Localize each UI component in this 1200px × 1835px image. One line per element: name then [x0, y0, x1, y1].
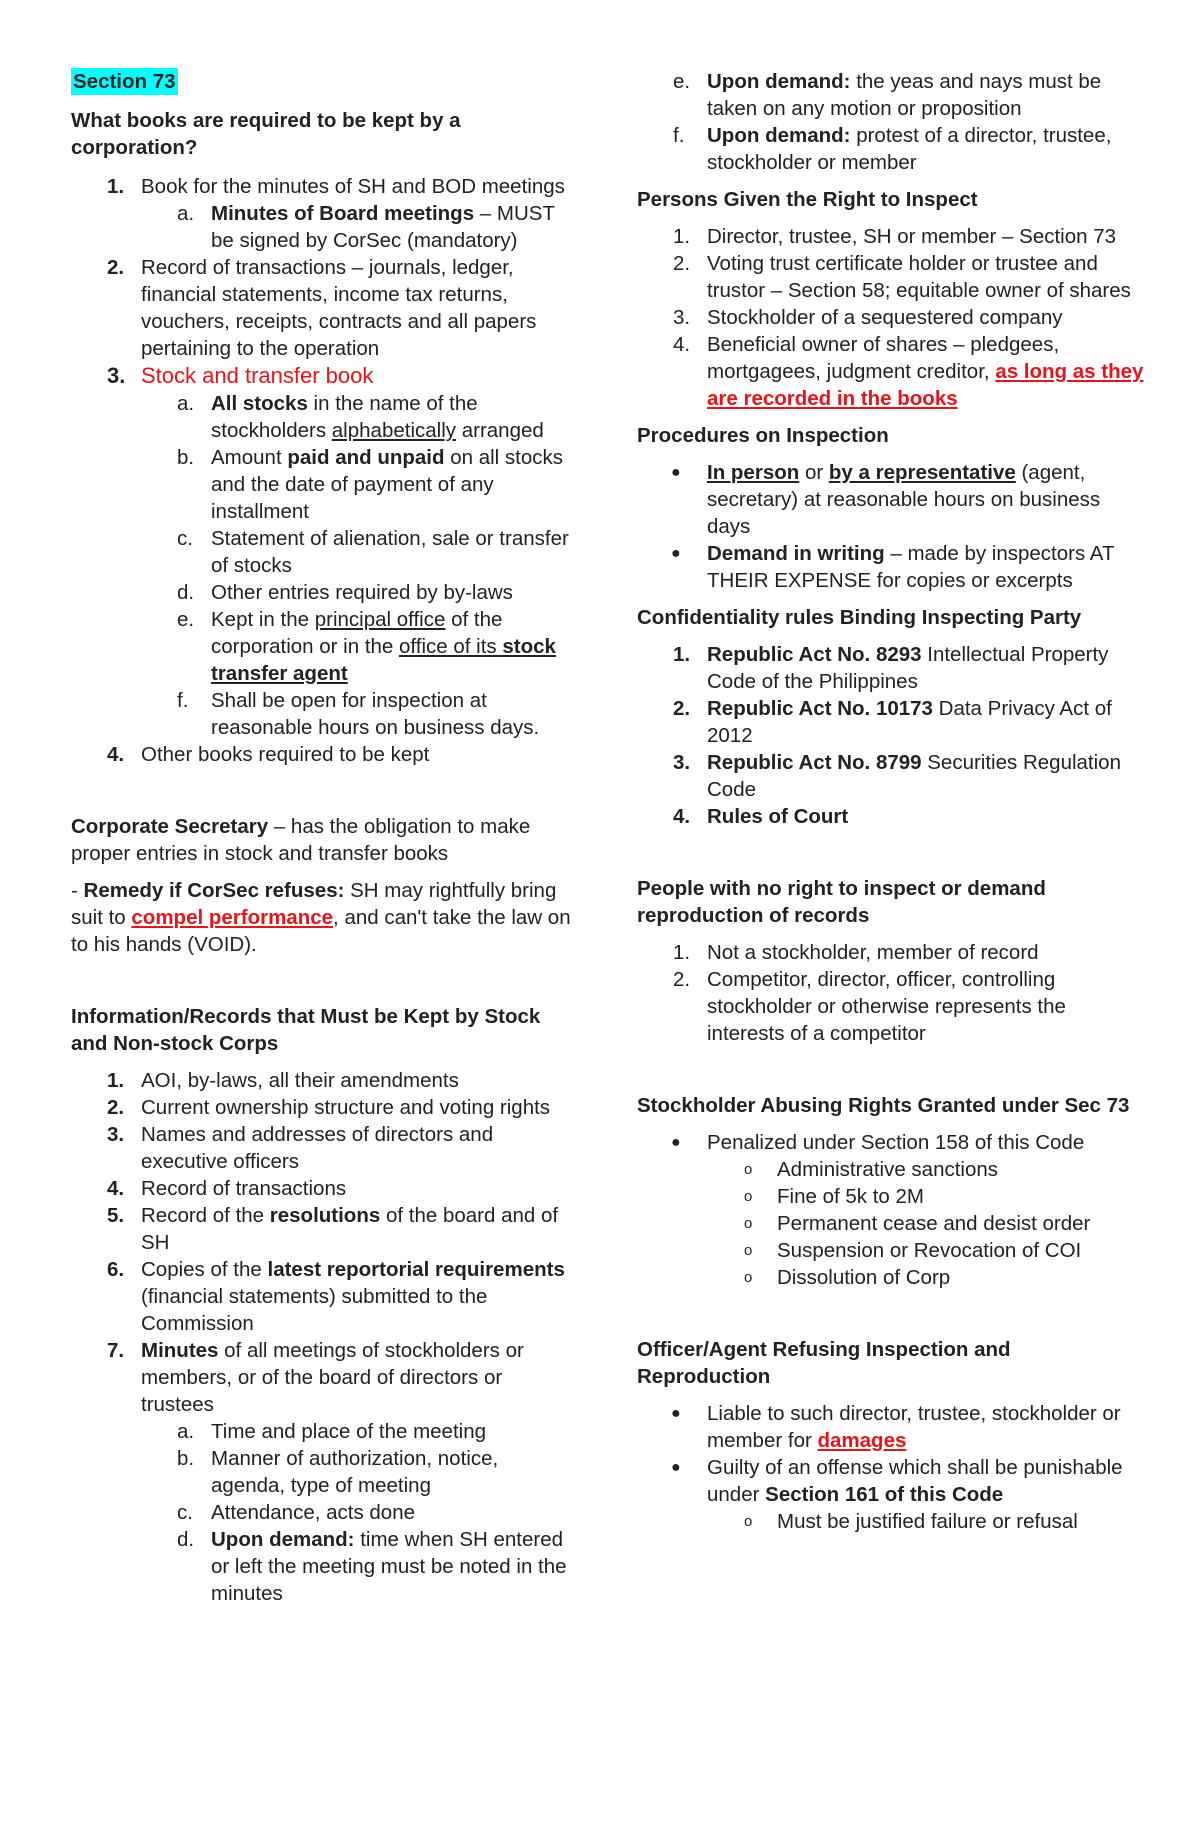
list-item — [637, 1454, 1147, 1535]
bold-underlined-text: stock transfer agent — [211, 635, 556, 685]
list-text: (agent, secretary) at reasonable hours on business days — [707, 461, 1101, 538]
corsec-paragraph — [71, 813, 571, 867]
circle-bullet-icon: o — [744, 1215, 753, 1232]
abuse-list — [637, 1129, 1147, 1291]
list-item — [637, 223, 1147, 250]
red-highlight-text: compel performance — [131, 906, 334, 929]
circle-bullet-icon: o — [744, 1513, 753, 1530]
section-title: Section 73 — [73, 70, 176, 93]
list-number: 2. — [673, 968, 691, 991]
list-item — [71, 1067, 571, 1094]
list-text: Record of transactions – journals, ledger, financial statements, income tax returns, vouchers, receipts, contracts and all papers pertaining to the operation — [141, 256, 537, 360]
sub-list-item — [707, 1183, 1147, 1210]
list-number: 1. — [673, 225, 691, 248]
bold-text: Corporate Secretary — [71, 815, 269, 838]
sub-text: on all stocks and the date of payment of any installment — [211, 446, 564, 523]
list-text: Guilty of an offense which shall be punishable under — [707, 1456, 1123, 1506]
list-number: 6. — [107, 1258, 125, 1281]
list-item — [71, 741, 571, 768]
sub-text: Manner of authorization, notice, agenda, type of meeting — [211, 1447, 499, 1497]
list-number: 2. — [107, 256, 125, 279]
list-text: Beneficial owner of shares – pledgees, mortgagees, judgment creditor, — [707, 333, 1060, 383]
list-item — [71, 1175, 571, 1202]
sub-text: Dissolution of Corp — [777, 1266, 951, 1289]
paragraph-text: – has the obligation to make proper entries in stock and transfer books — [71, 815, 531, 865]
list-text: or — [799, 461, 829, 484]
sub-text: the yeas and nays must be taken on any motion or proposition — [707, 70, 1102, 120]
sub-text: of the corporation or in the — [211, 608, 503, 658]
bold-text: Republic Act No. 10173 — [707, 697, 933, 720]
sub-text: Shall be open for inspection at reasonable hours on business days. — [211, 689, 540, 739]
bold-text: Republic Act No. 8799 — [707, 751, 922, 774]
sub-list-item — [707, 1508, 1147, 1535]
sub-letter: b. — [177, 1447, 195, 1470]
sub-letter: b. — [177, 446, 195, 469]
stock-transfer-book-title: Stock and transfer book — [141, 363, 374, 388]
bold-text: Section 161 of this Code — [765, 1483, 1004, 1506]
sub-list-item — [141, 1445, 571, 1499]
sub-list-item — [141, 525, 571, 579]
list-item — [637, 749, 1147, 803]
remedy-paragraph — [71, 877, 571, 958]
list-item — [637, 966, 1147, 1047]
bold-text: Remedy if CorSec refuses: — [83, 879, 345, 902]
persons-list — [637, 223, 1147, 412]
no-right-heading: People with no right to inspect or demand reproduction of records — [637, 877, 1046, 927]
sub-list — [707, 1508, 1147, 1535]
sub-letter: c. — [177, 1501, 193, 1524]
list-text: Book for the minutes of SH and BOD meetings — [141, 175, 565, 198]
list-item — [637, 304, 1147, 331]
list-item — [637, 1129, 1147, 1291]
sub-text: Permanent cease and desist order — [777, 1212, 1091, 1235]
list-text: Director, trustee, SH or member – Section 73 — [707, 225, 1117, 248]
sub-text: Other entries required by by-laws — [211, 581, 513, 604]
bold-text: All stocks — [211, 392, 308, 415]
sub-text: in the name of the stockholders — [211, 392, 478, 442]
sub-letter: a. — [177, 392, 195, 415]
list-item — [637, 250, 1147, 304]
bold-text: Minutes — [141, 1339, 219, 1362]
sub-text: Amount — [211, 446, 288, 469]
sub-list-item — [707, 1156, 1147, 1183]
list-text: Liable to such director, trustee, stockholder or member for — [707, 1402, 1121, 1452]
sub-text: – MUST be signed by CorSec (mandatory) — [211, 202, 555, 252]
sub-letter: a. — [177, 1420, 195, 1443]
list-item — [637, 641, 1147, 695]
sub-letter: e. — [177, 608, 195, 631]
books-question-heading: What books are required to be kept by a corporation? — [71, 109, 461, 159]
list-number: 1. — [107, 175, 125, 198]
list-text: Data Privacy Act of 2012 — [707, 697, 1112, 747]
list-text: AOI, by-laws, all their amendments — [141, 1069, 459, 1092]
list-item — [637, 459, 1147, 540]
sub-text: arranged — [456, 419, 544, 442]
bold-text: Upon demand: — [707, 124, 851, 147]
bold-text: latest reportorial requirements — [267, 1258, 565, 1281]
list-item — [71, 362, 571, 741]
list-item — [71, 1094, 571, 1121]
list-number: 4. — [673, 805, 691, 828]
sub-text: Fine of 5k to 2M — [777, 1185, 924, 1208]
sub-text: Kept in the — [211, 608, 315, 631]
abuse-heading: Stockholder Abusing Rights Granted under Sec 73 — [637, 1094, 1130, 1117]
minutes-sub-list-continued — [637, 68, 1147, 176]
bold-underlined-text: In person — [707, 461, 800, 484]
list-item — [71, 1337, 571, 1607]
paragraph-text: , and can't take the law on to his hands (VOID). — [71, 906, 571, 956]
sub-list-item — [707, 1237, 1147, 1264]
list-text: Competitor, director, officer, controlling stockholder or otherwise represents the interests of a competitor — [707, 968, 1066, 1045]
list-number: 3. — [673, 306, 691, 329]
officer-list — [637, 1400, 1147, 1535]
bullet-icon: ● — [671, 545, 681, 562]
list-item — [71, 173, 571, 254]
sub-list-item — [637, 68, 1147, 122]
list-text: Securities Regulation Code — [707, 751, 1121, 801]
bold-text: Upon demand: — [707, 70, 851, 93]
list-text: Penalized under Section 158 of this Code — [707, 1131, 1085, 1154]
required-books-list — [71, 173, 571, 768]
list-number: 2. — [673, 697, 691, 720]
info-records-heading: Information/Records that Must be Kept by Stock and Non-stock Corps — [71, 1005, 541, 1055]
bold-text: resolutions — [269, 1204, 381, 1227]
sub-text: Must be justified failure or refusal — [777, 1510, 1078, 1533]
info-records-list — [71, 1067, 571, 1607]
bold-text: Rules of Court — [707, 805, 849, 828]
bold-underlined-text: by a representative — [828, 461, 1016, 484]
list-text: – made by inspectors AT THEIR EXPENSE for copies or excerpts — [707, 542, 1115, 592]
sub-text: Attendance, acts done — [211, 1501, 416, 1524]
sub-list-item — [637, 122, 1147, 176]
list-number: 5. — [107, 1204, 125, 1227]
sub-list — [141, 390, 571, 741]
red-highlight-text: damages — [817, 1429, 907, 1452]
sub-list-item — [141, 1526, 571, 1607]
list-number: 2. — [673, 252, 691, 275]
sub-letter: f. — [177, 689, 189, 712]
sub-letter: a. — [177, 202, 195, 225]
sub-text: Time and place of the meeting — [211, 1420, 487, 1443]
list-text: (financial statements) submitted to the Commission — [141, 1285, 488, 1335]
sub-list-item — [141, 444, 571, 525]
list-item — [71, 1256, 571, 1337]
sub-list-item — [707, 1210, 1147, 1237]
sub-text: Suspension or Revocation of COI — [777, 1239, 1082, 1262]
list-item — [71, 1202, 571, 1256]
red-highlight-text: as long as they are recorded in the books — [707, 360, 1144, 410]
sub-list — [707, 1156, 1147, 1291]
sub-letter: f. — [673, 124, 685, 147]
list-item — [637, 803, 1147, 830]
sub-letter: d. — [177, 581, 195, 604]
list-item — [637, 939, 1147, 966]
right-column — [637, 68, 1147, 1535]
procedures-list — [637, 459, 1147, 594]
confidentiality-list — [637, 641, 1147, 830]
circle-bullet-icon: o — [744, 1269, 753, 1286]
sub-text: time when SH entered or left the meeting must be noted in the minutes — [211, 1528, 567, 1605]
list-text: Not a stockholder, member of record — [707, 941, 1039, 964]
list-number: 1. — [673, 941, 691, 964]
list-text: Names and addresses of directors and executive officers — [141, 1123, 494, 1173]
list-item — [637, 331, 1147, 412]
list-number: 2. — [107, 1096, 125, 1119]
sub-text: Administrative sanctions — [777, 1158, 999, 1181]
sub-list-item — [141, 687, 571, 741]
circle-bullet-icon: o — [744, 1242, 753, 1259]
sub-text: protest of a director, trustee, stockholder or member — [707, 124, 1112, 174]
no-right-list — [637, 939, 1147, 1047]
persons-heading: Persons Given the Right to Inspect — [637, 188, 978, 211]
bullet-icon: ● — [671, 1134, 681, 1151]
sub-text: Statement of alienation, sale or transfer of stocks — [211, 527, 569, 577]
list-number: 3. — [673, 751, 691, 774]
circle-bullet-icon: o — [744, 1161, 753, 1178]
sub-list-item — [141, 579, 571, 606]
procedures-heading: Procedures on Inspection — [637, 424, 889, 447]
list-text: Copies of the — [141, 1258, 268, 1281]
list-number: 4. — [107, 1177, 125, 1200]
list-item — [637, 540, 1147, 594]
underlined-text: office of its — [399, 635, 503, 658]
bold-text: Demand in writing — [707, 542, 885, 565]
list-number: 4. — [107, 743, 125, 766]
bold-text: Republic Act No. 8293 — [707, 643, 922, 666]
sub-list-item — [141, 1499, 571, 1526]
bold-text: Minutes of Board meetings — [211, 202, 475, 225]
list-text: Intellectual Property Code of the Philippines — [707, 643, 1109, 693]
list-text: Voting trust certificate holder or trustee and trustor – Section 58; equitable owner of shares — [707, 252, 1131, 302]
sub-list-item — [141, 606, 571, 687]
paragraph-text: SH may rightfully bring suit to — [71, 879, 557, 929]
list-number: 1. — [673, 643, 691, 666]
bold-text: paid and unpaid — [287, 446, 445, 469]
list-text: Current ownership structure and voting rights — [141, 1096, 551, 1119]
list-item — [637, 1400, 1147, 1454]
list-item — [71, 254, 571, 362]
list-text: of all meetings of stockholders or members, or of the board of directors or trustees — [141, 1339, 524, 1416]
list-number: 3. — [107, 363, 126, 388]
bullet-icon: ● — [671, 464, 681, 481]
bold-text: Upon demand: — [211, 1528, 355, 1551]
list-text: of the board and of SH — [141, 1204, 559, 1254]
officer-heading: Officer/Agent Refusing Inspection and Reproduction — [637, 1338, 1011, 1388]
sub-list-item — [141, 1418, 571, 1445]
left-column — [71, 68, 571, 1607]
underlined-text: alphabetically — [331, 419, 457, 442]
bullet-icon: ● — [671, 1459, 681, 1476]
list-number: 3. — [107, 1123, 125, 1146]
sub-letter: c. — [177, 527, 193, 550]
sub-list-item — [141, 200, 571, 254]
sub-list-item — [707, 1264, 1147, 1291]
sub-list-item — [141, 390, 571, 444]
sub-list — [141, 1418, 571, 1607]
sub-letter: e. — [673, 70, 691, 93]
underlined-text: principal office — [314, 608, 446, 631]
list-text: Record of the — [141, 1204, 270, 1227]
circle-bullet-icon: o — [744, 1188, 753, 1205]
list-number: 1. — [107, 1069, 125, 1092]
sub-letter: d. — [177, 1528, 195, 1551]
list-item — [637, 695, 1147, 749]
list-number: 4. — [673, 333, 691, 356]
confidentiality-heading: Confidentiality rules Binding Inspecting Party — [637, 606, 1082, 629]
list-text: Stockholder of a sequestered company — [707, 306, 1063, 329]
sub-list — [141, 200, 571, 254]
list-text: Record of transactions — [141, 1177, 347, 1200]
list-item — [71, 1121, 571, 1175]
paragraph-text: - — [71, 879, 84, 902]
bullet-icon: ● — [671, 1405, 681, 1422]
list-text: Other books required to be kept — [141, 743, 430, 766]
list-number: 7. — [107, 1339, 125, 1362]
